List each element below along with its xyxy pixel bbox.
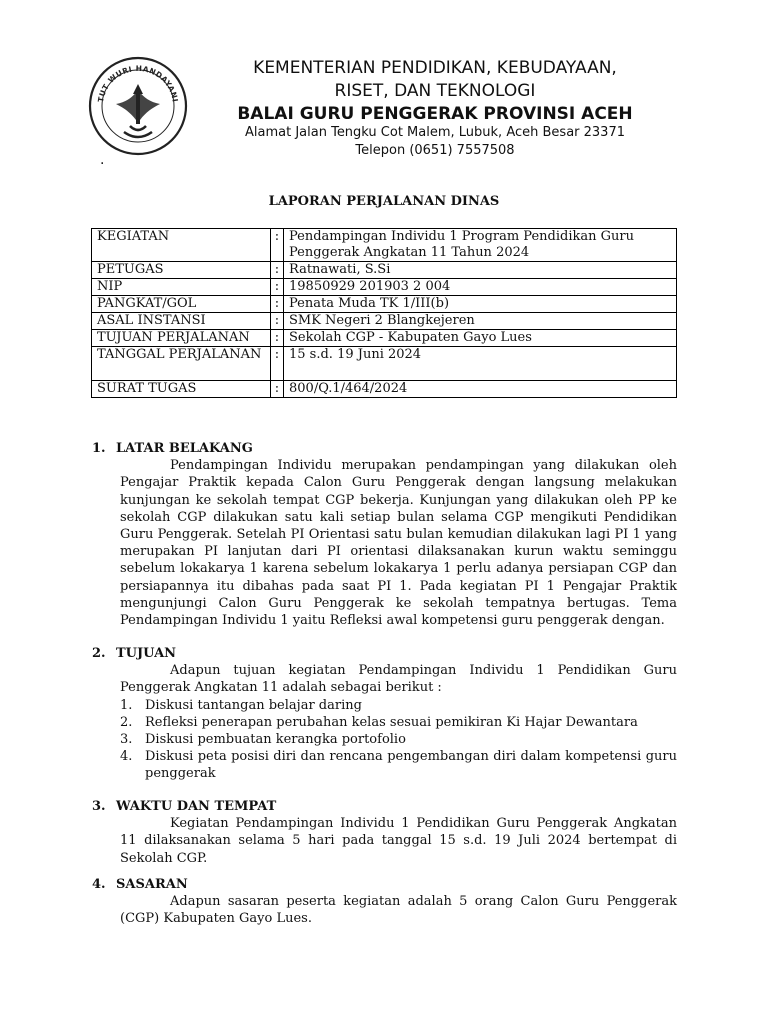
tut-wuri-handayani-logo — [86, 54, 190, 158]
table-value: Penata Muda TK 1/III(b) — [284, 296, 677, 313]
section-heading — [92, 798, 677, 815]
list-item-text: Diskusi tantangan belajar daring — [145, 697, 362, 713]
header-ministry-line1: KEMENTERIAN PENDIDIKAN, KEBUDAYAAN, — [253, 58, 617, 78]
goals-list — [92, 697, 677, 783]
section-tujuan — [92, 645, 677, 783]
table-row — [92, 381, 677, 398]
list-item-text: Diskusi pembuatan kerangka portofolio — [145, 732, 406, 748]
section-number: 1. — [92, 441, 106, 456]
section-title: LATAR BELAKANG — [116, 441, 253, 456]
section-title: SASARAN — [116, 877, 188, 892]
table-row — [92, 262, 677, 279]
list-item-text: Diskusi peta posisi diri dan rencana pengembangan diri dalam kompetensi guru penggerak — [145, 749, 677, 782]
section-waktu-dan-tempat — [92, 798, 677, 867]
table-row — [92, 313, 677, 330]
list-item — [92, 714, 677, 731]
table-label: PETUGAS — [92, 262, 271, 279]
table-label: ASAL INSTANSI — [92, 313, 271, 330]
list-item-number: 2. — [120, 714, 133, 730]
table-value: 15 s.d. 19 Juni 2024 — [284, 347, 677, 381]
list-item-number: 1. — [120, 697, 133, 713]
table-label: NIP — [92, 279, 271, 296]
table-value: Pendampingan Individu 1 Program Pendidikan Guru Penggerak Angkatan 11 Tahun 2024 — [284, 229, 677, 262]
header-ministry-line2: RISET, DAN TEKNOLOGI — [334, 81, 536, 101]
section-title: WAKTU DAN TEMPAT — [116, 799, 277, 814]
list-item-number: 3. — [120, 732, 133, 748]
table-row — [92, 347, 677, 381]
section-body: Adapun sasaran peserta kegiatan adalah 5 orang Calon Guru Penggerak (CGP) Kabupaten Gayo Lues. — [120, 894, 677, 927]
list-item — [92, 697, 677, 714]
table-value: Sekolah CGP - Kabupaten Gayo Lues — [284, 330, 677, 347]
section-number: 2. — [92, 646, 106, 661]
svg-text:TUT WURI HANDAYANI: TUT WURI HANDAYANI — [96, 63, 180, 103]
list-item — [92, 731, 677, 748]
table-row — [92, 279, 677, 296]
header-dot: . — [100, 152, 105, 168]
header-address: Alamat Jalan Tengku Cot Malem, Lubuk, Aceh Besar 23371 — [245, 125, 625, 140]
table-separator: : — [271, 347, 284, 381]
list-item-text: Refleksi penerapan perubahan kelas sesuai pemikiran Ki Hajar Dewantara — [145, 714, 638, 730]
section-body: Kegiatan Pendampingan Individu 1 Pendidikan Guru Penggerak Angkatan 11 dilaksanakan selama 5 hari pada tanggal 15 s.d. 19 Juli 2024 bertempat di Sekolah CGP. — [120, 816, 677, 866]
section-heading — [92, 876, 677, 893]
section-number: 4. — [92, 877, 106, 892]
header-institution: BALAI GURU PENGGERAK PROVINSI ACEH — [237, 104, 633, 124]
section-number: 3. — [92, 799, 106, 814]
table-separator: : — [271, 296, 284, 313]
table-label: PANGKAT/GOL — [92, 296, 271, 313]
table-value: SMK Negeri 2 Blangkejeren — [284, 313, 677, 330]
table-value: 19850929 201903 2 004 — [284, 279, 677, 296]
section-sasaran — [92, 876, 677, 928]
list-item-number: 4. — [120, 749, 133, 765]
table-separator: : — [271, 229, 284, 262]
section-title: TUJUAN — [116, 646, 177, 661]
section-latar-belakang — [92, 440, 677, 629]
table-label: TUJUAN PERJALANAN — [92, 330, 271, 347]
table-row — [92, 296, 677, 313]
section-heading — [92, 440, 677, 457]
table-separator: : — [271, 313, 284, 330]
table-separator: : — [271, 330, 284, 347]
section-body: Adapun tujuan kegiatan Pendampingan Individu 1 Pendidikan Guru Penggerak Angkatan 11 adalah sebagai berikut : — [120, 663, 677, 696]
table-value: Ratnawati, S.Si — [284, 262, 677, 279]
table-row — [92, 229, 677, 262]
table-value: 800/Q.1/464/2024 — [284, 381, 677, 398]
header-phone: Telepon (0651) 7557508 — [355, 143, 515, 158]
table-label: SURAT TUGAS — [92, 381, 271, 398]
table-separator: : — [271, 381, 284, 398]
table-label: TANGGAL PERJALANAN — [92, 347, 271, 381]
table-label: KEGIATAN — [92, 229, 271, 262]
table-row — [92, 330, 677, 347]
info-table — [91, 228, 677, 398]
table-separator: : — [271, 279, 284, 296]
table-separator: : — [271, 262, 284, 279]
list-item — [92, 748, 677, 782]
section-heading — [92, 645, 677, 662]
section-body: Pendampingan Individu merupakan pendampingan yang dilakukan oleh Pengajar Praktik kepada Calon Guru Penggerak dengan langsung melakukan kunjungan ke sekolah tempat CGP bekerja. Kunjungan yang dilakukan oleh PP ke sekolah CGP dilakukan satu kali setiap bulan selama CGP mengikuti Pendidikan Guru Penggerak. Setelah PI Orientasi satu bulan kemudian dilakukan lagi PI 1 yang merupakan PI lanjutan dari PI orientasi dilaksanakan kurun waktu seminggu sebelum lokakarya 1 karena sebelum lokakarya 1 perlu adanya persiapan CGP dan persiapannya itu dibahas pada saat PI 1. Pada kegiatan PI 1 Pengajar Praktik mengunjungi Calon Guru Penggerak ke sekolah tempatnya bertugas. Tema Pendampingan Individu 1 yaitu Refleksi awal kompetensi guru penggerak dengan. — [120, 458, 677, 629]
report-title: LAPORAN PERJALANAN DINAS — [268, 194, 500, 209]
